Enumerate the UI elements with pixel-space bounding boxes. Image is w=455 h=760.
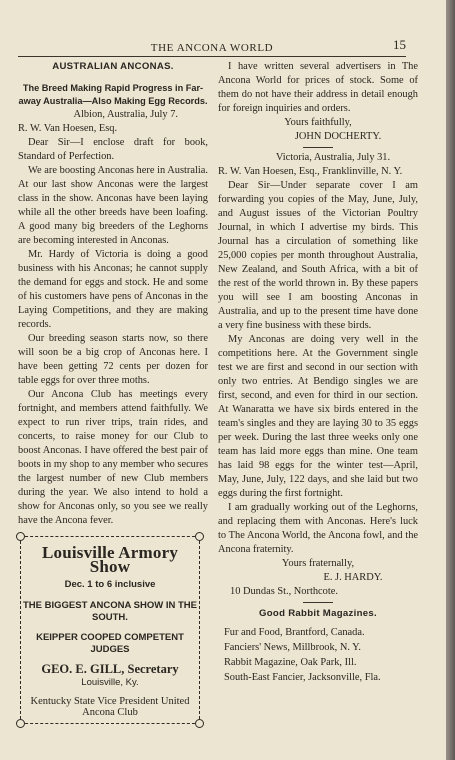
article-heading: AUSTRALIAN ANCONAS.	[52, 61, 174, 72]
page-number: 15	[393, 37, 406, 52]
magazine-list	[218, 625, 418, 685]
paragraph: Dear Sir—Under separate cover I am forwarding you copies of the May, June, July, and August issues of the Victorian Poultry Journal, in which I advertise my birds. This Journal has a circulation of something like 25,000 copies per month throughout Australia, New Zealand, and South Africa, with a bit of the rest of the world thrown in. By these papers you will see I am boosting Anconas in Australia, and up to the present time have done a very fine business with these birds.	[218, 180, 418, 331]
letter-signer: JOHN DOCHERTY.	[294, 131, 382, 142]
letter-closing: Yours fraternally,	[281, 558, 355, 569]
page-edge	[446, 0, 455, 760]
paragraph: Our Ancona Club has meetings every fortnight, and members attend faithfully. We expect to run river trips, train rides, and concerts, to raise money for our Club to boost Anconas. I have offered the best pair of boots in my shop to any member who secures the largest number of new Club members during the year. We also intend to hold a show for Anconas only, so you see we really have the Ancona fever.	[18, 389, 208, 526]
left-column	[18, 60, 208, 724]
magazines-heading: Good Rabbit Magazines.	[258, 608, 377, 619]
show-advertisement	[20, 536, 200, 724]
section-rule	[303, 147, 333, 148]
paragraph: Our breeding season starts now, so there will soon be a big crop of Anconas here. I have been getting 72 cents per dozen for table eggs for over three moths.	[18, 333, 208, 386]
letter-address: 10 Dundas St., Northcote.	[230, 586, 338, 597]
page-header	[18, 37, 406, 57]
corner-ornament	[16, 719, 25, 728]
letter-dateline: Albion, Australia, July 7.	[73, 109, 178, 120]
letter-dateline: Victoria, Australia, July 31.	[275, 152, 391, 163]
paragraph: I have written several advertisers in The Ancona World for prices of stock. Some of them do not have their address in detail enough for foreign inquiries and orders.	[218, 61, 418, 114]
ad-title: Louisville Armory Show	[41, 543, 179, 576]
magazine-item: Fur and Food, Brantford, Canada.	[224, 627, 365, 638]
letter-recipient: R. W. Van Hoesen, Esq.	[18, 123, 118, 134]
paragraph: We are boosting Anconas here in Australia. At our last show Anconas were the largest class in the show. Anconas have been laying while all the other breeds have been loafing. A good many big breeders of the Leghorns are becoming interested in Anconas.	[18, 165, 208, 246]
letter-recipient: R. W. Van Hoesen, Esq., Franklinville, N. Y.	[218, 166, 403, 177]
ad-secretary: GEO. E. GILL, Secretary	[41, 662, 179, 676]
paragraph: Dear Sir—I enclose draft for book, Standard of Perfection.	[18, 137, 208, 162]
ad-judges: KEIPPER COOPED COMPETENT JUDGES	[36, 632, 184, 655]
letter-signer: E. J. HARDY.	[323, 572, 383, 583]
article-subheading: The Breed Making Rapid Progress in Far-away Australia—Also Making Egg Records.	[18, 83, 208, 106]
paragraph: Mr. Hardy of Victoria is doing a good business with his Anconas; he cannot supply the demand for eggs and stock. He and some of his customers have pens of Anconas in the Laying Competitions, and they are making records.	[18, 249, 208, 330]
running-title: THE ANCONA WORLD	[150, 42, 274, 54]
ad-city: Louisville, Ky.	[81, 677, 139, 688]
corner-ornament	[195, 532, 204, 541]
ad-tagline: THE BIGGEST ANCONA SHOW IN THE SOUTH.	[23, 600, 197, 623]
paragraph: I am gradually working out of the Leghorns, and replacing them with Anconas. Here's luck to The Ancona World, the Ancona fowl, and the Ancona fraternity.	[218, 502, 418, 555]
paragraph: My Anconas are doing very well in the competitions here. At the Government single test we are first and second in our section with only two entries. At Bendigo singles we are first, second, and even for third in our section. At Wanaratta we have six birds entered in the team's singles and they are laying 30 to 35 eggs per week. During the last three weeks only one team has laid more eggs than mine. One team has laid 98 eggs for the winter test—April, May, June, July, 122 days, and she laid but two eggs during the first fortnight.	[218, 334, 418, 499]
ad-dates: Dec. 1 to 6 inclusive	[64, 579, 156, 590]
magazine-item: South-East Fancier, Jacksonville, Fla.	[224, 672, 381, 683]
ad-vice-president: Kentucky State Vice President United Ancona Club	[30, 696, 190, 718]
right-column	[218, 60, 418, 685]
section-rule	[303, 602, 333, 603]
magazine-item: Fanciers' News, Millbrook, N. Y.	[224, 642, 361, 653]
magazine-item: Rabbit Magazine, Oak Park, Ill.	[224, 657, 357, 668]
corner-ornament	[16, 532, 25, 541]
corner-ornament	[195, 719, 204, 728]
letter-closing: Yours faithfully,	[284, 117, 352, 128]
